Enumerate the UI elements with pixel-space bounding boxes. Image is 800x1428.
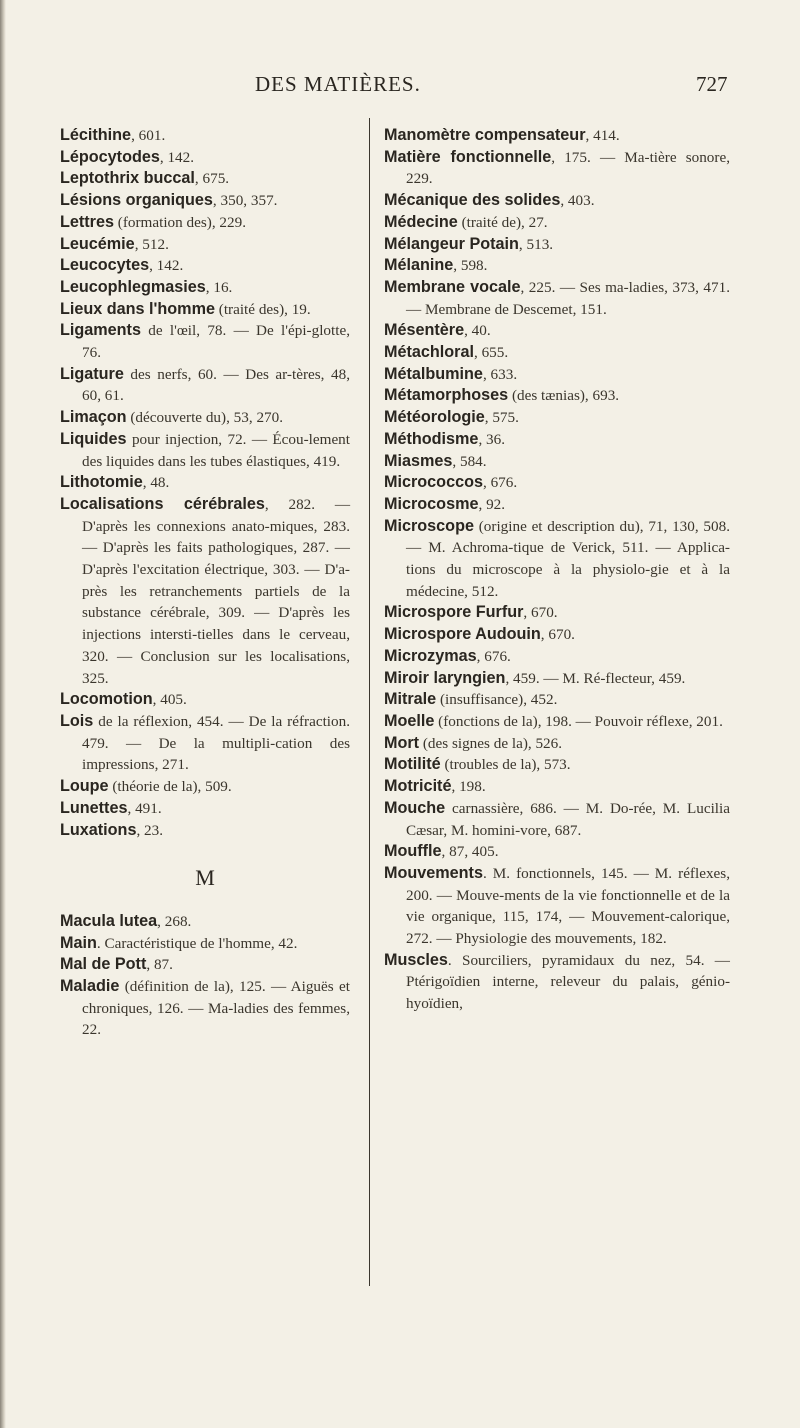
entry-term: Moelle <box>384 711 435 730</box>
entry-references: (théorie de la), 509. <box>108 778 232 796</box>
entry-references: , 676. <box>482 474 518 492</box>
entry-references: (traité de), 27. <box>457 213 548 231</box>
entry-term: Macula lutea <box>60 911 158 930</box>
index-entry <box>60 472 350 494</box>
index-entry <box>384 277 730 320</box>
entry-references: , 268. <box>157 912 192 930</box>
entry-references: , 405. <box>152 691 187 709</box>
index-entry <box>60 407 350 429</box>
index-entry <box>384 234 730 256</box>
index-entry <box>384 385 730 407</box>
entry-references: , 282. — D'après les connexions anato-miques, 283. — D'après les faits pathologiques, 287. — D'après l'excitation électrique, 303. — D'a-près les retranchements partiels de la substance cérébrale, 309. — D'après les injections intersti-tielles dans le cerveau, 320. — Conclusion sur les localisations, 325. <box>82 495 351 687</box>
index-entry <box>60 190 350 212</box>
entry-references: . Caractéristique de l'homme, 42. <box>96 934 298 952</box>
entry-term: Lésions organiques <box>60 191 213 210</box>
index-entry <box>60 320 350 363</box>
entry-references: , 601. <box>131 127 166 144</box>
entry-term: Muscles <box>384 950 448 969</box>
entry-references: , 513. <box>518 235 554 253</box>
entry-references: , 491. <box>127 799 162 817</box>
entry-references: , 584. <box>452 452 487 470</box>
entry-term: Mélangeur Potain <box>384 234 519 253</box>
entry-term: Motricité <box>384 777 452 796</box>
entry-references: (troubles de la), 573. <box>440 756 571 774</box>
index-entry <box>384 212 730 234</box>
entry-references: , 175. — Ma-tière sonore, 229. <box>406 148 730 188</box>
index-entry <box>60 299 350 321</box>
entry-references: , 350, 357. <box>212 192 278 210</box>
entry-references: , 225. — Ses ma-ladies, 373, 471. — Membrane de Descemet, 151. <box>406 278 730 318</box>
entry-term: Lépocytodes <box>60 147 160 166</box>
entry-term: Mitrale <box>384 690 437 709</box>
section-letter: M <box>195 865 215 891</box>
index-entry <box>384 841 730 863</box>
index-entry <box>384 624 730 646</box>
entry-term: Mélanine <box>384 256 454 275</box>
index-entry <box>60 364 350 407</box>
entry-term: Leucocytes <box>60 256 150 275</box>
index-entry <box>384 429 730 451</box>
entry-term: Métachloral <box>384 343 474 362</box>
index-entry <box>60 212 350 234</box>
entry-references: , 92. <box>478 495 506 513</box>
entry-references: . M. fonctionnels, 145. — M. réflexes, 200. — Mouve-ments de la vie fonctionnelle et de la vie organique, 115, 174, — Mouvement-calorique, 272. — Physiologie des mouvements, 182. <box>406 864 730 948</box>
entry-term: Locomotion <box>60 690 153 709</box>
entry-term: Ligature <box>60 364 124 383</box>
index-entry <box>60 976 350 1041</box>
index-entry <box>384 863 730 950</box>
entry-references: (définition de la), 125. — Aiguës et chroniques, 126. — Ma-ladies des femmes, 22. <box>82 978 350 1039</box>
entry-term: Leucémie <box>60 234 135 253</box>
entry-references: , 142. <box>159 148 195 166</box>
entry-term: Lois <box>60 711 94 730</box>
entry-term: Mécanique des solides <box>384 191 561 210</box>
entry-term: Mésentère <box>384 321 465 340</box>
entry-references: pour injection, 72. — Écou-lement des liquides dans les tubes élastiques, 419. <box>82 430 350 470</box>
entry-term: Matière fonctionnelle <box>384 147 552 166</box>
column-divider <box>369 118 370 1286</box>
entry-references: , 675. <box>194 170 230 188</box>
entry-references: des nerfs, 60. — Des ar-tères, 48, 60, 61. <box>82 365 350 405</box>
entry-references: , 670. <box>523 604 558 622</box>
entry-references: (traité des), 19. <box>214 300 311 318</box>
index-entry <box>384 668 730 690</box>
entry-references: , 676. <box>476 647 511 665</box>
entry-term: Leucophlegmasies <box>60 277 206 296</box>
index-entry <box>384 494 730 516</box>
entry-references: , 40. <box>464 322 491 340</box>
entry-references: , 633. <box>482 365 518 383</box>
entry-term: Main <box>60 933 97 952</box>
index-entry <box>384 320 730 342</box>
right-column <box>384 125 730 1015</box>
index-entry <box>384 125 730 147</box>
entry-term: Métalbumine <box>384 364 483 383</box>
entry-references: . Sourciliers, pyramidaux du nez, 54. — Ptérigoïdien interne, releveur du palais, génio-hyoïdien, <box>406 951 730 1013</box>
page-binding-edge <box>0 0 6 1428</box>
index-entry <box>60 954 350 976</box>
index-entry <box>60 429 350 472</box>
index-entry <box>384 602 730 624</box>
index-entry <box>384 776 730 798</box>
entry-references: , 512. <box>134 235 169 253</box>
entry-term: Microspore Furfur <box>384 603 524 622</box>
index-entry <box>384 798 730 841</box>
index-entry <box>60 147 350 169</box>
index-entry <box>384 516 730 603</box>
entry-term: Lécithine <box>60 126 132 144</box>
index-entry <box>384 950 730 1015</box>
index-entry <box>384 733 730 755</box>
entry-references: , 459. — M. Ré-flecteur, 459. <box>505 669 686 687</box>
index-entry <box>384 689 730 711</box>
index-entry <box>60 798 350 820</box>
entry-term: Mouche <box>384 798 446 817</box>
entry-references: , 598. <box>453 257 488 275</box>
index-entry <box>384 754 730 776</box>
entry-references: carnassière, 686. — M. Do-rée, M. Lucilia Cæsar, M. homini-vore, 687. <box>406 799 730 839</box>
left-column <box>60 125 350 1041</box>
entry-term: Mal de Pott <box>60 955 147 974</box>
entry-references: (origine et description du), 71, 130, 508. — M. Achroma-tique de Verick, 511. — Applica-tions du microscope à la physiolo-gie et à la médecine, 512. <box>406 517 730 600</box>
entry-term: Mort <box>384 733 420 752</box>
entry-term: Ligaments <box>60 321 141 340</box>
entry-term: Lettres <box>60 212 114 231</box>
entry-references: (des tænias), 693. <box>508 387 620 405</box>
entry-references: , 403. <box>560 192 595 210</box>
index-entry <box>60 168 350 190</box>
entry-term: Mouvements <box>384 863 483 882</box>
entry-term: Mouffle <box>384 842 442 861</box>
index-entry <box>60 711 350 776</box>
entry-term: Liquides <box>60 429 127 448</box>
entry-term: Métamorphoses <box>384 386 509 405</box>
index-entry <box>384 190 730 212</box>
entry-term: Méthodisme <box>384 429 479 448</box>
entry-term: Leptothrix buccal <box>60 169 195 188</box>
entry-references: (formation des), 229. <box>113 213 246 231</box>
index-entry <box>384 255 730 277</box>
entry-term: Limaçon <box>60 408 127 427</box>
entry-references: , 87, 405. <box>441 843 499 861</box>
entry-term: Médecine <box>384 212 458 231</box>
entry-term: Lithotomie <box>60 473 143 492</box>
index-entry <box>60 234 350 256</box>
entry-term: Localisations cérébrales <box>60 494 265 513</box>
index-entry <box>60 776 350 798</box>
index-entry <box>60 255 350 277</box>
entry-term: Manomètre compensateur <box>384 126 586 144</box>
index-entry <box>60 494 350 689</box>
index-entry <box>60 689 350 711</box>
page-number: 727 <box>696 72 728 96</box>
entry-term: Microcosme <box>384 494 479 513</box>
index-entry <box>384 646 730 668</box>
entry-term: Météorologie <box>384 408 485 427</box>
index-entry <box>384 364 730 386</box>
entry-references: , 198. <box>451 778 486 796</box>
entry-references: , 16. <box>205 278 233 296</box>
entry-references: , 655. <box>473 344 509 362</box>
entry-term: Motilité <box>384 755 441 774</box>
index-entry <box>60 277 350 299</box>
entry-term: Miroir laryngien <box>384 668 506 687</box>
index-entry <box>60 933 350 955</box>
entry-term: Micrococcos <box>384 473 483 492</box>
entry-references: (découverte du), 53, 270. <box>126 409 284 427</box>
index-entry <box>60 911 350 933</box>
page-header <box>0 72 800 96</box>
entry-references: (des signes de la), 526. <box>419 734 563 752</box>
entry-term: Microzymas <box>384 646 477 665</box>
entry-references: , 670. <box>540 626 575 644</box>
index-entry <box>384 407 730 429</box>
entry-term: Microspore Audouin <box>384 625 541 644</box>
entry-term: Lieux dans l'homme <box>60 299 215 318</box>
entry-term: Loupe <box>60 777 109 796</box>
index-entry <box>384 711 730 733</box>
entry-references: (insuffisance), 452. <box>436 691 558 709</box>
entry-references: (fonctions de la), 198. — Pouvoir réflexe, 201. <box>434 712 723 730</box>
index-entry <box>384 147 730 190</box>
index-entry <box>384 342 730 364</box>
index-entry <box>384 472 730 494</box>
index-entry <box>60 820 350 842</box>
entry-term: Luxations <box>60 820 137 839</box>
entry-references: , 23. <box>136 821 164 839</box>
entry-references: , 142. <box>149 257 184 275</box>
entry-references: , 87. <box>146 956 173 974</box>
entry-references: , 414. <box>585 127 620 144</box>
entry-term: Maladie <box>60 977 120 996</box>
entry-references: , 48. <box>142 474 170 492</box>
entry-term: Membrane vocale <box>384 277 521 296</box>
entry-references: de la réflexion, 454. — De la réfraction. 479. — De la multipli-cation des impressions, 271. <box>82 712 350 774</box>
entry-references: , 575. <box>484 409 519 427</box>
entry-references: , 36. <box>478 430 506 448</box>
running-title: DES MATIÈRES. <box>255 72 421 96</box>
entry-term: Lunettes <box>60 798 128 817</box>
index-entry <box>60 125 350 147</box>
entry-references: de l'œil, 78. — De l'épi-glotte, 76. <box>82 322 350 362</box>
index-entry <box>384 451 730 473</box>
entry-term: Microscope <box>384 516 474 535</box>
entry-term: Miasmes <box>384 451 453 470</box>
